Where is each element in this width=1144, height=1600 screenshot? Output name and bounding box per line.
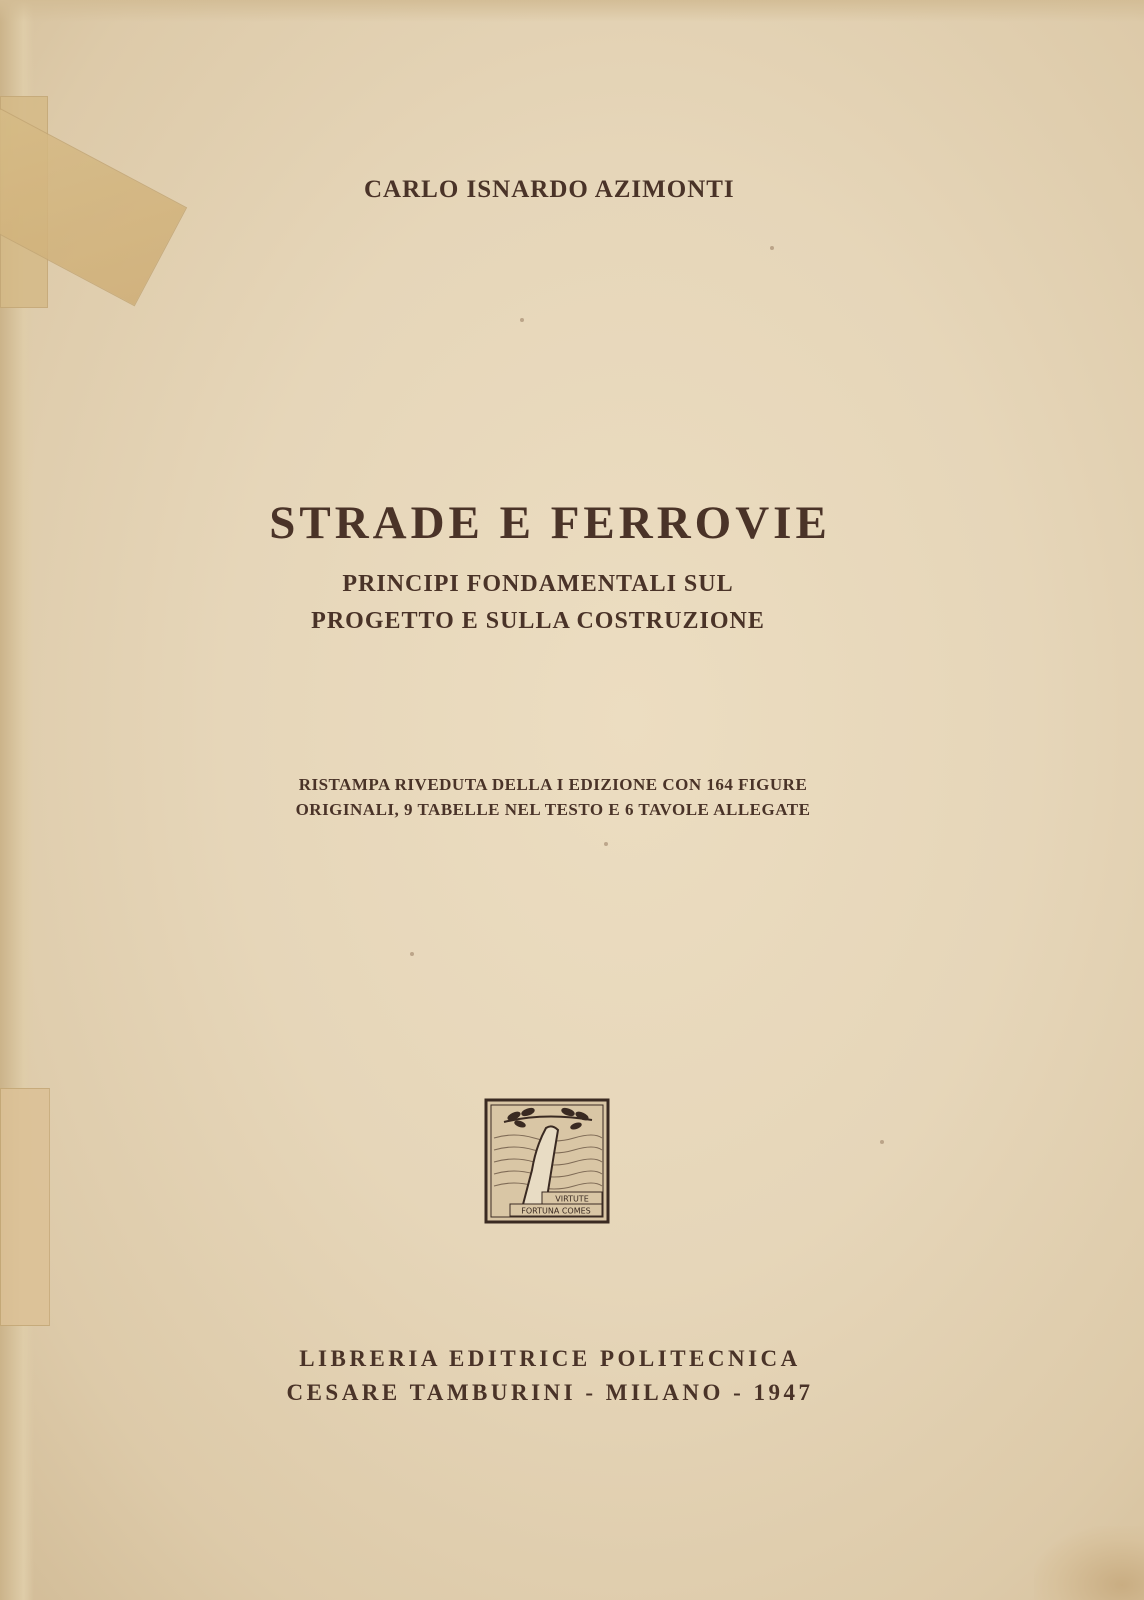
speck [770,246,774,250]
hand-with-laurel-emblem-icon [484,1098,610,1224]
speck [604,842,608,846]
subtitle-line-2: PROGETTO E SULLA COSTRUZIONE [311,608,765,634]
speck [410,952,414,956]
publisher-line-2: CESARE TAMBURINI - MILANO - 1947 [286,1380,814,1405]
subtitle-line-1: PRINCIPI FONDAMENTALI SUL [342,571,734,597]
corner-wear [1034,1526,1144,1600]
top-edge [0,0,1144,22]
publisher-line-1: LIBRERIA EDITRICE POLITECNICA [299,1346,801,1371]
tape-strip-bottom [0,1088,50,1326]
emblem-motto-line-2: FORTUNA COMES [521,1206,591,1216]
edition-line-1: RISTAMPA RIVEDUTA DELLA I EDIZIONE CON 164 FIGURE [298,775,808,794]
emblem-motto-line-1: VIRTUTE [555,1194,589,1204]
speck [520,318,524,322]
book-title: STRADE E FERROVIE [269,497,831,549]
edition-line-2: ORIGINALI, 9 TABELLE NEL TESTO E 6 TAVOLE ALLEGATE [295,800,811,819]
author-name: CARLO ISNARDO AZIMONTI [364,176,735,203]
speck [880,1140,884,1144]
